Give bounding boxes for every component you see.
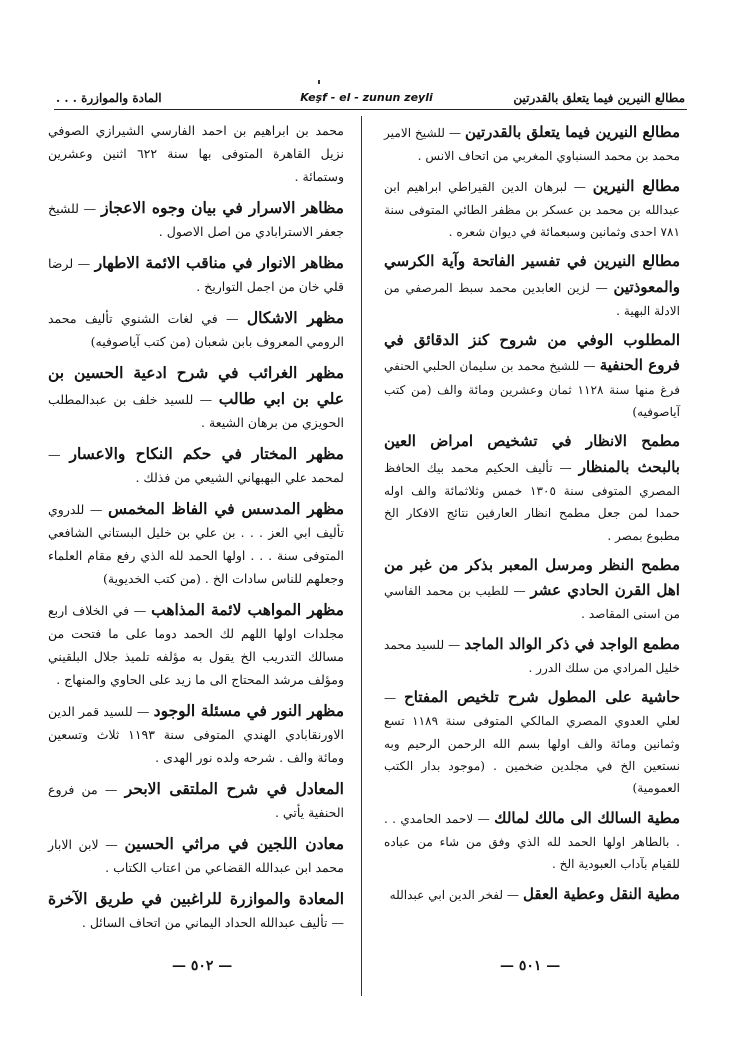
running-header-right: مطالع النيرين فيما يتعلق بالقدرتين xyxy=(513,91,685,105)
entry-body: — للسيد محمد خليل المرادي من سلك الدرر . xyxy=(384,637,680,675)
entry-title: مطالع النيرين فيما يتعلق بالقدرتين xyxy=(465,123,680,141)
entry xyxy=(48,360,344,435)
entry-body: — للشيخ الامير محمد بن محمد السنباوي المغربي من اتحاف الانس . xyxy=(384,126,680,164)
entry xyxy=(384,806,680,876)
entry-body: — لاحمد الحامدي . . . بالطاهر اولها الحمد لله الذي وفق من شاء من عباده للقيام بآداب العبودية الخ . xyxy=(384,811,680,872)
entry-title: معادن اللجين في مراثي الحسين xyxy=(124,834,345,853)
page-number-left: — ٥٠٢ — xyxy=(172,958,233,974)
entry xyxy=(48,776,344,825)
entry-title: مطمع الواجد في ذكر الوالد الماجد xyxy=(464,634,680,653)
entry xyxy=(384,328,680,423)
entry-body: — تأليف عبدالله الحداد اليماني من اتحاف السائل . xyxy=(81,915,344,930)
entry xyxy=(384,120,680,168)
entry xyxy=(48,195,344,244)
entry-body: — لابن الابار محمد ابن عبدالله القضاعي من اعتاب الكتاب . xyxy=(48,837,344,875)
entry-body: — من فروع الحنفية يأتي . xyxy=(48,782,344,820)
entry xyxy=(48,441,344,490)
running-header-left: المادة والموازرة . . . xyxy=(56,91,162,105)
entry xyxy=(48,886,344,935)
left-column xyxy=(48,120,344,941)
entry-title: حاشية على المطول شرح تلخيص المفتاح xyxy=(404,688,680,707)
entry-title: مظهر المختار في حكم النكاح والاعسار xyxy=(69,444,344,463)
entry-title: المعادة والموازرة للراغبين في طريق الآخرة xyxy=(48,889,344,908)
entry-body: — لزين العابدين محمد سبط المرصفي من الادلة البهية . xyxy=(384,280,680,318)
entry xyxy=(48,831,344,880)
entry xyxy=(48,496,344,591)
entry-body: — للسيد قمر الدين الاورنقابادي الهندي المتوفى سنة ١١٩٣ ثلاث وتسعين ومائة والف . شرحه ولده نور الهدى . xyxy=(48,704,344,765)
entry-title: مظهر المدسس في الفاظ المخمس xyxy=(107,499,344,518)
entry xyxy=(384,632,680,680)
entry-body: — في الخلاف اربع مجلدات اولها اللهم لك الحمد دوما على ما فتحت من مسالك التدريب الخ يقول به مؤلفه تلميذ جلال البلقيني ومؤلف مرشد المحتاج الى ما زيد على الحاوي والمنهاج . xyxy=(48,603,344,687)
entry-body: — لمحمد علي البهبهاني الشيعي من فذلك . xyxy=(48,447,344,485)
entry xyxy=(384,249,680,322)
entry-title: مطية النقل وعطية العقل xyxy=(523,884,680,903)
entry-title: مطالع النيرين xyxy=(592,176,681,195)
entry-body: — لبرهان الدين القيراطي ابراهيم ابن عبدالله بن محمد بن عسكر بن مظفر الطائي المتوفى سنة ٧٨١ احدى وثمانين وسبعمائة في ديوان شعره . xyxy=(384,179,680,240)
entry-body: — للسيد خلف بن عبدالمطلب الحويزي من برهان الشيعة . xyxy=(48,392,344,430)
entry-body: — للطيب بن محمد الفاسي من اسنى المقاصد . xyxy=(384,584,680,622)
entry xyxy=(48,120,344,189)
entry-title: مظاهر الانوار في مناقب الائمة الاطهار xyxy=(94,253,344,272)
entry-body: — لفخر الدين ابي عبدالله xyxy=(389,887,520,902)
entry-body: — للدروي تأليف ابي العز . . . بن علي بن خليل البستاني الشافعي المتوفى سنة . . . اولها الحمد لله الذي رفع مقام العلماء وجعلهم للناس سادات الخ . (من كتب الخديوية) xyxy=(48,502,344,586)
entry-body: — للشيخ جعفر الاسترابادي من اصل الاصول . xyxy=(48,201,344,239)
entry xyxy=(384,882,680,907)
running-header-center: Keşf - el - zunun zeyli xyxy=(300,91,433,104)
entry xyxy=(48,698,344,770)
header-rule xyxy=(54,109,687,110)
entry xyxy=(384,685,680,800)
entry-title: مطمح الانظار في تشخيص امراض العين بالبحث بالمنظار xyxy=(384,432,680,476)
header-mark xyxy=(318,80,320,84)
entry xyxy=(48,305,344,354)
entry-title: مطالع النيرين في تفسير الفاتحة وآية الكرسي والمعوذتين xyxy=(384,252,680,296)
right-column xyxy=(384,120,680,913)
entry-title: مظهر الاشكال xyxy=(246,308,344,327)
entry-body: — لعلي العدوي المصري المالكي المتوفى سنة ١١٨٩ تسع وثمانين ومائة والف اولها بسم الله الرحمن الرحيم وبه نستعين الخ في مجلدين ضخمين . (موجود بدار الكتب العمومية) xyxy=(384,691,680,796)
entry-body: — في لغات الشنوي تأليف محمد الرومي المعروف بابن شعبان (من كتب آياصوفيه) xyxy=(48,311,344,349)
column-divider xyxy=(361,116,362,996)
entry-title: مظهر المواهب لائمة المذاهب xyxy=(151,600,344,619)
page-number-right: — ٥٠١ — xyxy=(500,958,561,974)
entry-body: — للشيخ محمد بن سليمان الحلبي الحنفي فرغ منها سنة ١١٢٨ ثمان وعشرين ومائة والف (من كتب آياصوفيه) xyxy=(384,359,680,420)
entry-title: مطية السالك الى مالك لمالك xyxy=(494,808,680,827)
entry xyxy=(384,553,680,626)
entry-title: مطمح النظر ومرسل المعبر بذكر من غبر من اهل القرن الحادي عشر xyxy=(384,555,680,600)
entry-title: مظهر النور في مسئلة الوجود xyxy=(153,701,345,720)
entry xyxy=(384,429,680,546)
entry-body: — تأليف الحكيم محمد بيك الحافظ المصري المتوفى سنة ١٣٠٥ خمس وثلاثمائة والف اوله حمدا لمن جعل مطمح انظار العارفين نتائج الافكار الخ مطبوع بمصر . xyxy=(384,460,680,543)
entry-title: المطلوب الوفي من شروح كنز الدقائق في فروع الحنفية xyxy=(384,331,680,375)
entry-title: المعادل في شرح الملتقى الابحر xyxy=(124,779,344,798)
entry-body: — لرضا قلي خان من اجمل التواريخ . xyxy=(48,256,344,294)
entry-body: محمد بن ابراهيم بن احمد الفارسي الشيرازي الصوفي نزيل القاهرة المتوفى بها سنة ٦٢٢ اثنين وعشرين وستمائة . xyxy=(48,123,344,184)
entry-title: مظاهر الاسرار في بيان وجوه الاعجاز xyxy=(101,198,344,217)
entry-title: مظهر الغرائب في شرح ادعية الحسين بن علي بن ابي طالب xyxy=(48,363,344,408)
entry xyxy=(48,250,344,299)
entry xyxy=(384,174,680,244)
entry xyxy=(48,597,344,692)
